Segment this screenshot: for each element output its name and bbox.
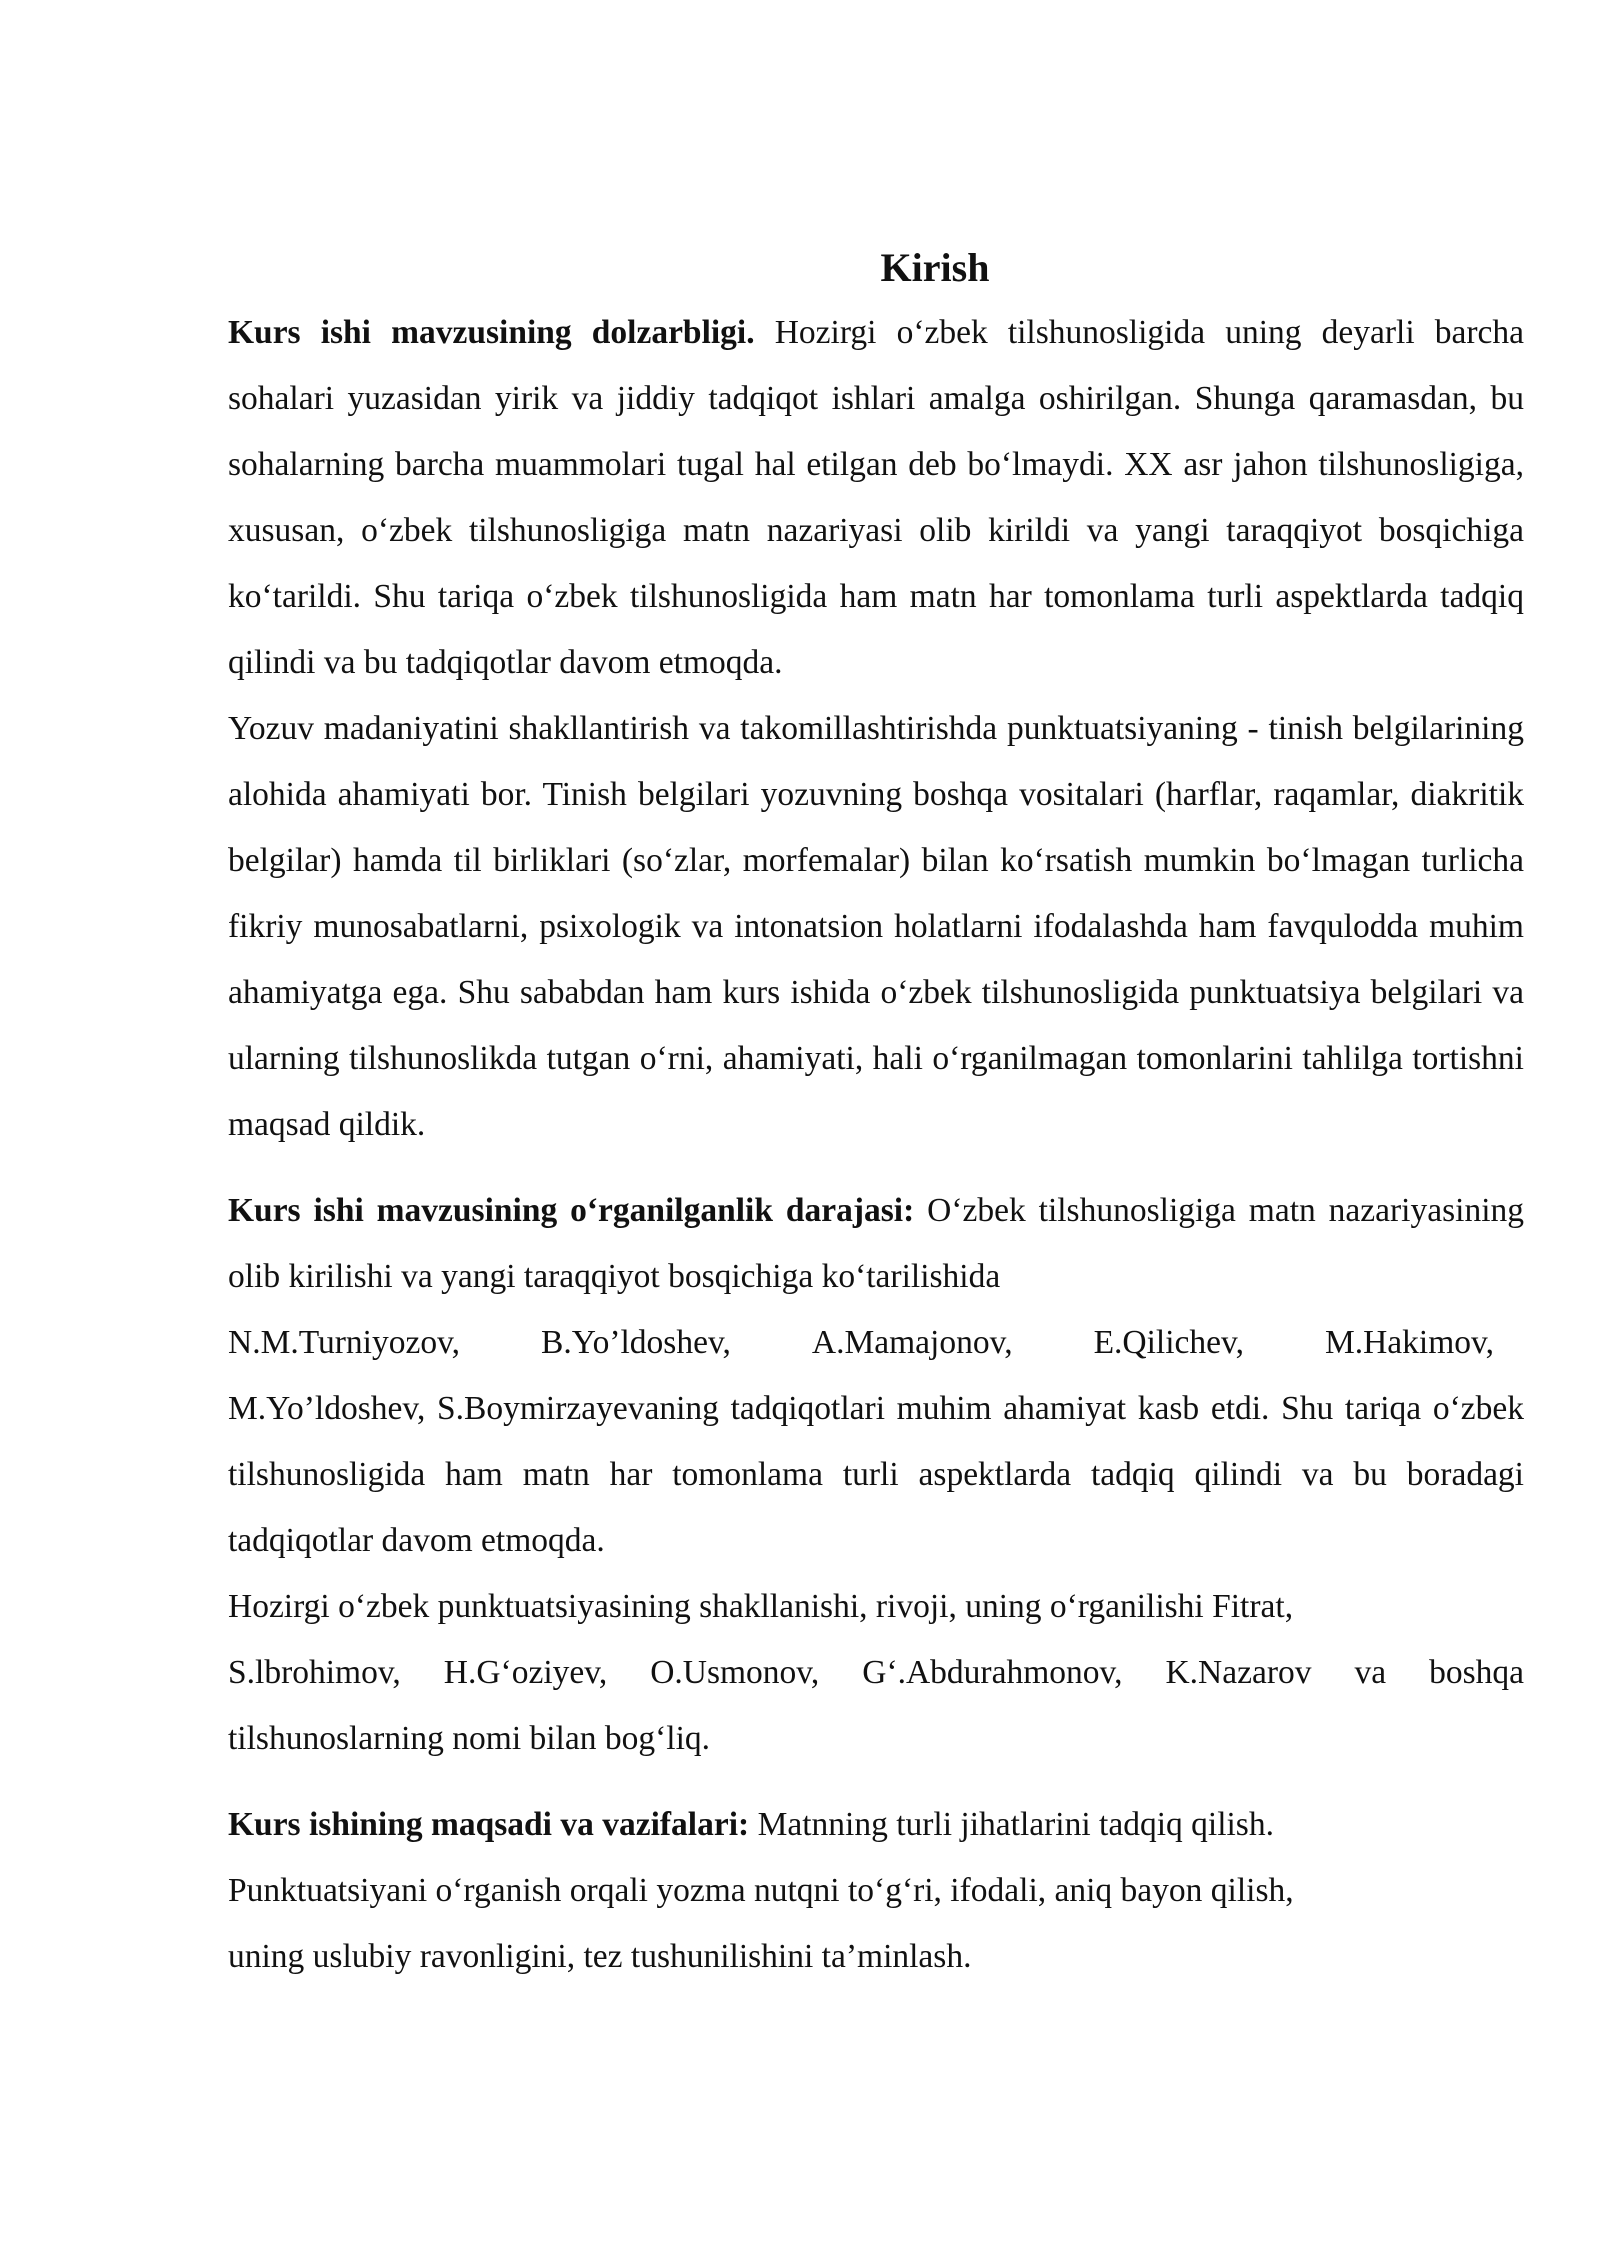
section3-paragraph-2a: Punktuatsiyani o‘rganish orqali yozma nutqni to‘g‘ri, ifodali, aniq bayon qilish,: [228, 1872, 1294, 1909]
section2-paragraph-3a: Hozirgi o‘zbek punktuatsiyasining shakllanishi, rivoji, uning o‘rganilishi Fitrat,: [228, 1588, 1294, 1625]
author-names-row: [228, 1310, 1524, 1376]
author-name: M.Hakimov,: [1324, 1324, 1494, 1361]
spacer: [228, 1158, 1524, 1178]
author-name: E.Qilichev,: [1093, 1324, 1244, 1361]
section3-paragraph: [228, 1792, 1524, 1858]
section1-text1: Hozirgi o‘zbek tilshunosligida uning deyarli barcha sohalari yuzasidan yirik va jiddiy tadqiqot ishlari amalga oshirilgan. Shunga qaramasdan, bu sohalarning barcha muammolari tugal hal etilgan deb bo‘lmaydi. XX asr jahon tilshunosligiga, xususan, o‘zbek tilshunosligiga matn nazariyasi olib kirildi va yangi taraqqiyot bosqichiga ko‘tarildi. Shu tariqa o‘zbek tilshunosligida ham matn har tomonlama turli aspektlarda tadqiq qilindi va bu tadqiqotlar davom etmoqda.: [228, 314, 1524, 681]
section2-heading: Kurs ishi mavzusining o‘rganilganlik darajasi:: [228, 1192, 915, 1229]
section3-text1: Matnning turli jihatlarini tadqiq qilish.: [757, 1806, 1274, 1843]
section1-paragraph: [228, 300, 1524, 696]
page-title: Kirish: [880, 245, 990, 290]
author-name: A.Mamajonov,: [811, 1324, 1013, 1361]
section2-paragraph-2: M.Yo’ldoshev, S.Boymirzayevaning tadqiqotlari muhim ahamiyat kasb etdi. Shu tariqa o‘zbek tilshunosligida ham matn har tomonlama turli aspektlarda tadqiq qilindi va bu boradagi tadqiqotlar davom etmoqda.: [228, 1390, 1524, 1559]
author-name: N.M.Turniyozov,: [228, 1324, 461, 1361]
section2-text1: O‘zbek tilshunosligiga matn nazariyasining olib kirilishi va yangi taraqqiyot bosqichiga ko‘tarilishida: [228, 1192, 1525, 1295]
section2-paragraph: [228, 1178, 1524, 1310]
section2-paragraph-3b: S.lbrohimov, H.G‘oziyev, O.Usmonov, G‘.Abdurahmonov, K.Nazarov va boshqa tilshunoslarning nomi bilan bog‘liq.: [228, 1654, 1524, 1757]
section3-heading: Kurs ishining maqsadi va vazifalari:: [228, 1806, 750, 1843]
author-name: B.Yo’ldoshev,: [541, 1324, 731, 1361]
document-page: [228, 238, 1524, 1990]
section3-paragraph-2b: uning uslubiy ravonligini, tez tushunilishini ta’minlash.: [228, 1938, 972, 1975]
section1-paragraph-2: Yozuv madaniyatini shakllantirish va takomillashtirishda punktuatsiyaning - tinish belgilarining alohida ahamiyati bor. Tinish belgilari yozuvning boshqa vositalari (harflar, raqamlar, diakritik belgilar) hamda til birliklari (so‘zlar, morfemalar) bilan ko‘rsatish mumkin bo‘lmagan turlicha fikriy munosabatlarni, psixologik va intonatsion holatlarni ifodalashda ham favqulodda muhim ahamiyatga ega. Shu sababdan ham kurs ishida o‘zbek tilshunosligida punktuatsiya belgilari va ularning tilshunoslikda tutgan o‘rni, ahamiyati, hali o‘rganilmagan tomonlarini tahlilga tortishni maqsad qildik.: [228, 710, 1524, 1143]
section1-heading: Kurs ishi mavzusining dolzarbligi.: [228, 314, 755, 351]
spacer: [228, 1772, 1524, 1792]
